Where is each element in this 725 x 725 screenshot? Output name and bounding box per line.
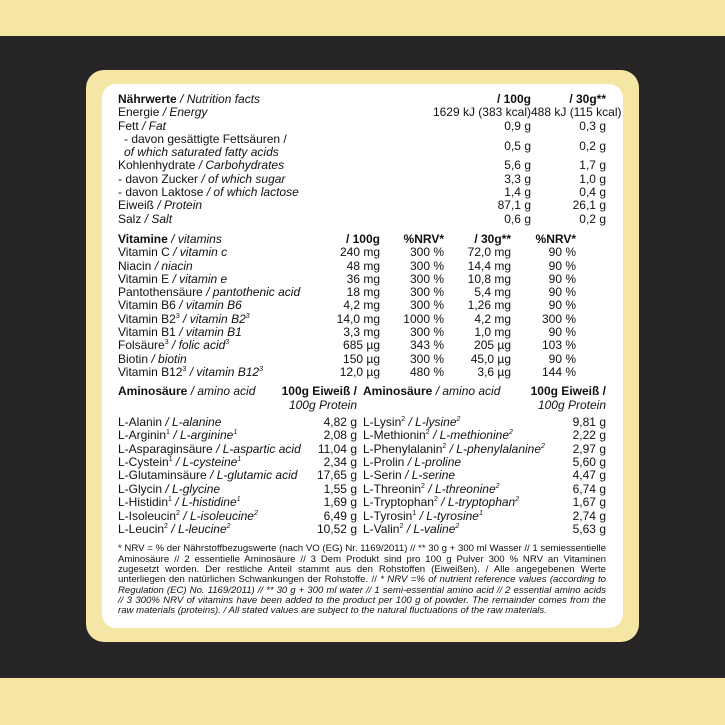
vitamin-label xyxy=(118,366,293,379)
top-cream-band xyxy=(0,0,725,36)
footnote-marker: 1 xyxy=(478,509,483,517)
nutrition-col-100g: / 100g xyxy=(496,92,531,106)
vitamin-name-en: / niacin xyxy=(151,258,193,273)
amino-row xyxy=(118,523,361,536)
nutrition-title: Nährwerte xyxy=(118,92,177,106)
amino-col-value-sub: 100g Protein xyxy=(537,397,606,412)
nrv-30g: 90 % xyxy=(548,285,576,300)
footnote xyxy=(118,544,606,616)
footnote-marker: 2 xyxy=(399,523,404,531)
amino-name-en: / L-isoleucine xyxy=(179,508,254,523)
value-30g: 72,0 mg xyxy=(467,245,511,260)
row-label-en: of which saturated fatty acids xyxy=(124,145,279,160)
amino-table xyxy=(118,385,606,536)
vitamin-row xyxy=(118,313,606,326)
amino-name: L-Leucin xyxy=(118,522,165,537)
amino-label xyxy=(118,510,258,523)
value-100g: 0,6 g xyxy=(504,211,531,226)
footnote-marker: 3 xyxy=(175,312,180,320)
row-label-en: / Carbohydrates xyxy=(195,158,285,173)
amino-row xyxy=(118,429,361,442)
footnote-de: * NRV = % der Nährstoffbezugswerte (nach VO (EG) Nr. 1169/2011) // ** 30 g + 300 ml Wasser // 1 semiessentielle Aminosäure // 2 essentielle Aminosäure // 3 Dem Produkt sind pro 100 g Pulver 300 % NRV an Vitaminen zugesetzt worden. Der restliche Anteil stammt aus den Rohstoffen (Eiweißen). / Alle angegebenen Werte unterliegen den natürlichen Schwankungen der Rohstoffe. // xyxy=(118,543,606,586)
nrv-100g: 300 % xyxy=(409,298,444,313)
amino-label xyxy=(118,416,221,429)
vitamin-name: Niacin xyxy=(118,258,152,273)
amino-row xyxy=(118,510,361,523)
nrv-100g: 480 % xyxy=(409,364,444,379)
amino-label xyxy=(363,469,455,482)
amino-value: 5,63 g xyxy=(572,522,606,537)
value-30g: 0,3 g xyxy=(579,118,606,133)
vitamin-row xyxy=(118,286,606,299)
value-30g: 488 kJ (115 kcal) xyxy=(531,105,622,120)
amino-name: L-Glutaminsäure xyxy=(118,468,207,483)
vitamin-label xyxy=(118,285,301,300)
footnote-marker: 3 xyxy=(245,312,250,320)
footnote-marker: 1 xyxy=(236,496,241,504)
amino-rows-right xyxy=(361,416,606,537)
value-100g: 1,4 g xyxy=(504,185,531,200)
amino-name: L-Glycin xyxy=(118,481,163,496)
vitamin-row xyxy=(118,299,606,312)
amino-name: L-Alanin xyxy=(118,414,163,429)
value-30g: 45,0 µg xyxy=(470,351,511,366)
nutrition-table xyxy=(118,92,622,226)
vitamin-row xyxy=(118,273,606,286)
amino-value: 1,69 g xyxy=(323,495,357,510)
row-label: Energie xyxy=(118,105,160,120)
footnote-marker: 2 xyxy=(176,509,180,517)
value-30g: 1,26 mg xyxy=(467,298,511,313)
amino-value: 1,55 g xyxy=(323,481,357,496)
amino-name-en: / L-tyrosine xyxy=(416,508,479,523)
value-100g: 685 µg xyxy=(343,338,380,353)
value-100g: 5,6 g xyxy=(504,158,531,173)
vitamin-name: Pantothensäure xyxy=(118,285,203,300)
nutrition-title-en: / Nutrition facts xyxy=(176,92,261,106)
amino-name: L-Valin xyxy=(363,522,400,537)
footnote-marker: 2 xyxy=(401,415,406,423)
vitamin-row xyxy=(118,366,606,379)
vitamin-label xyxy=(118,273,293,286)
amino-name: L-Isoleucin xyxy=(118,508,177,523)
row-label: - davon gesättigte Fettsäuren / xyxy=(124,131,287,146)
amino-name: L-Prolin xyxy=(363,455,405,470)
amino-label xyxy=(118,496,241,509)
amino-label xyxy=(118,483,220,496)
amino-name-en: / L-alanine xyxy=(162,414,222,429)
row-label-en: / of which lactose xyxy=(203,185,299,200)
amino-name: L-Threonin xyxy=(363,481,422,496)
nrv-100g: 300 % xyxy=(409,351,444,366)
amino-row xyxy=(361,456,606,469)
footnote-marker: 1 xyxy=(233,429,238,437)
amino-name: L-Tyrosin xyxy=(363,508,413,523)
vitamins-col-nrv-30g: %NRV* xyxy=(535,231,576,246)
vitamin-name-en: / vitamin c xyxy=(169,245,228,260)
footnote-marker: 2 xyxy=(442,442,447,450)
vitamin-name: Vitamin B2 xyxy=(118,311,176,326)
vitamin-name: Vitamin C xyxy=(118,245,170,260)
vitamin-name-en: / vitamin B12 xyxy=(186,364,260,379)
value-30g: 14,4 mg xyxy=(467,258,511,273)
nutrition-row-sugar xyxy=(118,173,606,186)
amino-name-en: / L-leucine xyxy=(167,522,227,537)
amino-row xyxy=(118,483,361,496)
amino-name-en: / L-glycine xyxy=(162,481,221,496)
vitamin-row xyxy=(118,339,606,352)
vitamin-row xyxy=(118,326,606,339)
footnote-marker: 3 xyxy=(259,365,263,373)
amino-name: L-Phenylalanin xyxy=(363,441,443,456)
nrv-30g: 90 % xyxy=(548,245,576,260)
row-label-en: / Energy xyxy=(159,105,208,120)
value-100g: 14,0 mg xyxy=(336,311,380,326)
value-30g: 1,7 g xyxy=(579,158,606,173)
value-30g: 205 µg xyxy=(474,338,511,353)
amino-name-en: / L-arginine xyxy=(169,428,234,443)
footnote-marker: 2 xyxy=(421,482,425,490)
amino-name: L-Asparaginsäure xyxy=(118,441,213,456)
footnote-marker: 2 xyxy=(253,509,258,517)
amino-name: L-Cystein xyxy=(118,455,169,470)
nrv-100g: 300 % xyxy=(409,258,444,273)
amino-name-en: / L-cysteine xyxy=(172,455,238,470)
row-label: Fett xyxy=(118,118,139,133)
value-100g: 3,3 g xyxy=(504,171,531,186)
amino-value: 6,74 g xyxy=(572,481,606,496)
footnote-marker: 1 xyxy=(168,496,172,504)
nutrition-header xyxy=(118,93,606,106)
amino-header-left xyxy=(118,385,361,398)
nrv-30g: 90 % xyxy=(548,271,576,286)
row-label-en: / Salt xyxy=(141,211,173,226)
value-30g: 1,0 g xyxy=(579,171,606,186)
nrv-100g: 300 % xyxy=(409,325,444,340)
bottom-cream-band xyxy=(0,678,725,725)
nutrition-label xyxy=(118,92,622,617)
vitamin-label xyxy=(118,260,293,273)
nrv-30g: 90 % xyxy=(548,258,576,273)
amino-label xyxy=(363,443,545,456)
footnote-marker: 3 xyxy=(182,365,187,373)
vitamin-name: Vitamin B12 xyxy=(118,364,183,379)
amino-name: L-Lysin xyxy=(363,414,402,429)
amino-value: 2,97 g xyxy=(572,441,606,456)
nrv-30g: 90 % xyxy=(548,325,576,340)
value-100g: 3,3 mg xyxy=(343,325,380,340)
vitamin-name: Folsäure xyxy=(118,338,165,353)
amino-title-en: / amino acid xyxy=(432,384,501,399)
vitamin-name-en: / vitamin e xyxy=(169,271,228,286)
amino-title-en: / amino acid xyxy=(187,384,256,399)
footnote-marker: 3 xyxy=(164,339,169,347)
nrv-100g: 1000 % xyxy=(403,311,444,326)
vitamin-label xyxy=(118,339,293,352)
row-label-en: / Fat xyxy=(138,118,167,133)
value-100g: 150 µg xyxy=(343,351,380,366)
nutrition-col-30g: / 30g** xyxy=(569,92,606,106)
nrv-30g: 90 % xyxy=(548,298,576,313)
amino-name-en: / L-tryptophan xyxy=(437,495,516,510)
amino-row xyxy=(361,429,606,442)
vitamins-col-nrv-100g: %NRV* xyxy=(403,231,444,246)
value-100g: 0,5 g xyxy=(504,138,531,153)
amino-rows-left xyxy=(118,416,361,537)
amino-col-value: 100g Eiweiß / xyxy=(530,384,606,399)
nrv-30g: 90 % xyxy=(548,351,576,366)
amino-column-right xyxy=(361,385,606,536)
value-30g: 0,2 g xyxy=(579,211,606,226)
amino-label xyxy=(363,456,461,469)
footnote-marker: 2 xyxy=(455,523,460,531)
vitamin-row xyxy=(118,260,606,273)
amino-label xyxy=(118,443,301,456)
amino-row xyxy=(118,496,361,509)
vitamins-col-30g: / 30g** xyxy=(474,231,511,246)
footnote-marker: 2 xyxy=(456,415,461,423)
vitamin-label xyxy=(118,353,293,366)
value-100g: 48 mg xyxy=(346,258,380,273)
value-100g: 87,1 g xyxy=(497,198,531,213)
amino-row xyxy=(361,416,606,429)
amino-row xyxy=(361,523,606,536)
nutrition-row-protein xyxy=(118,199,606,212)
footnote-marker: 2 xyxy=(164,523,168,531)
value-30g: 1,0 mg xyxy=(474,325,511,340)
value-100g: 36 mg xyxy=(346,271,380,286)
footnote-marker: 2 xyxy=(433,496,438,504)
value-30g: 4,2 mg xyxy=(474,311,511,326)
amino-value: 4,47 g xyxy=(572,468,606,483)
amino-row xyxy=(118,469,361,482)
value-100g: 4,2 mg xyxy=(343,298,380,313)
vitamins-title: Vitamine xyxy=(118,231,168,246)
footnote-marker: 2 xyxy=(495,482,500,490)
nutrition-row-fat xyxy=(118,120,606,133)
footnote-marker: 2 xyxy=(425,429,430,437)
footnote-en: * NRV =% of nutrient reference values (according to Regulation (EC) No. 1169/2011) // ** 30 g + 300 ml water // 1 semi-essential amino acid // 2 essential amino acids // 3 300% NRV of vitamins have been added to the product per 100 g of powder. The remainder comes from the raw materials (proteins). / All stated values are subject to the natural fluctuations of the raw materials. xyxy=(118,574,606,617)
vitamins-header xyxy=(118,233,606,246)
amino-row xyxy=(118,416,361,429)
row-label: - davon Laktose xyxy=(118,185,204,200)
amino-value: 5,60 g xyxy=(572,455,606,470)
amino-name-en: / L-phenylalanine xyxy=(446,441,542,456)
amino-row xyxy=(361,443,606,456)
amino-row xyxy=(118,443,361,456)
value-100g: 240 mg xyxy=(339,245,380,260)
amino-name-en: / L-threonine xyxy=(424,481,496,496)
vitamin-name-en: / vitamin B1 xyxy=(175,325,242,340)
amino-label xyxy=(363,523,459,536)
nrv-100g: 343 % xyxy=(409,338,444,353)
amino-label xyxy=(363,429,513,442)
amino-label xyxy=(363,483,500,496)
vitamin-row xyxy=(118,246,606,259)
amino-value: 11,04 g xyxy=(317,441,357,456)
vitamins-rows xyxy=(118,246,606,379)
amino-row xyxy=(361,510,606,523)
nrv-100g: 300 % xyxy=(409,271,444,286)
amino-label xyxy=(118,456,241,469)
vitamin-name: Vitamin B6 xyxy=(118,298,176,313)
footnote-marker: 1 xyxy=(168,456,173,464)
footnote-marker: 1 xyxy=(237,456,242,464)
footnote-marker: 1 xyxy=(412,509,417,517)
row-label: Kohlenhydrate xyxy=(118,158,196,173)
vitamin-name-en: / pantothenic acid xyxy=(202,285,301,300)
nrv-100g: 300 % xyxy=(409,245,444,260)
vitamin-name: Vitamin E xyxy=(118,271,170,286)
amino-name: L-Arginin xyxy=(118,428,167,443)
value-30g: 26,1 g xyxy=(572,198,606,213)
amino-value: 17,65 g xyxy=(316,468,357,483)
nutrition-row-saturated xyxy=(118,133,606,160)
amino-name-en: / L-valine xyxy=(403,522,456,537)
value-30g: 0,2 g xyxy=(579,138,606,153)
amino-label xyxy=(118,523,231,536)
value-30g: 10,8 mg xyxy=(467,271,511,286)
amino-name-en: / L-lysine xyxy=(405,414,457,429)
footnote-marker: 2 xyxy=(509,429,513,437)
value-100g: 12,0 µg xyxy=(339,364,380,379)
amino-col-value: 100g Eiweiß / xyxy=(281,384,357,399)
amino-value: 6,49 g xyxy=(323,508,357,523)
amino-value: 2,34 g xyxy=(323,455,357,470)
value-30g: 3,6 µg xyxy=(477,364,511,379)
amino-header-right xyxy=(361,385,606,398)
nutrition-row-carbs xyxy=(118,159,606,172)
vitamins-col-100g: / 100g xyxy=(345,231,380,246)
value-100g: 0,9 g xyxy=(504,118,531,133)
amino-value: 1,67 g xyxy=(572,495,606,510)
value-30g: 5,4 mg xyxy=(474,285,511,300)
amino-title: Aminosäure xyxy=(363,384,433,399)
amino-name-en: / L-aspartic acid xyxy=(212,441,301,456)
nrv-100g: 300 % xyxy=(409,285,444,300)
amino-label xyxy=(118,469,297,482)
vitamin-name: Vitamin B1 xyxy=(118,325,176,340)
footnote-marker: 1 xyxy=(166,429,170,437)
vitamin-name-en: / folic acid xyxy=(168,338,226,353)
amino-name-en: / L-proline xyxy=(404,455,462,470)
vitamin-name-en: / vitamin B2 xyxy=(179,311,246,326)
amino-name-en: / L-histidine xyxy=(171,495,237,510)
amino-name: L-Histidin xyxy=(118,495,169,510)
footnote-marker: 2 xyxy=(515,496,520,504)
amino-row xyxy=(361,483,606,496)
amino-name-en: / L-serine xyxy=(401,468,456,483)
amino-row xyxy=(361,469,606,482)
row-label-en: / of which sugar xyxy=(198,171,286,186)
amino-name-en: / L-glutamic acid xyxy=(206,468,298,483)
vitamin-row xyxy=(118,353,606,366)
footnote-marker: 2 xyxy=(226,523,231,531)
nrv-30g: 300 % xyxy=(541,311,576,326)
vitamin-label xyxy=(118,313,293,326)
vitamin-name-en: / vitamin B6 xyxy=(175,298,242,313)
nutrition-row-energy xyxy=(118,105,622,120)
nutrition-row-lactose xyxy=(118,186,606,199)
row-label: - davon Zucker xyxy=(118,171,199,186)
vitamin-label xyxy=(118,246,293,259)
amino-value: 9,81 g xyxy=(572,414,606,429)
amino-value: 2,08 g xyxy=(323,428,357,443)
amino-value: 2,22 g xyxy=(572,428,606,443)
value-30g: 0,4 g xyxy=(579,185,606,200)
amino-name: L-Methionin xyxy=(363,428,426,443)
nutrition-row-salt xyxy=(118,213,606,226)
footnote-marker: 2 xyxy=(541,442,545,450)
row-label: Eiweiß xyxy=(118,198,155,213)
amino-column-left xyxy=(118,385,361,536)
amino-value: 2,74 g xyxy=(572,508,606,523)
amino-name: L-Serin xyxy=(363,468,402,483)
amino-label xyxy=(118,429,237,442)
amino-row xyxy=(118,456,361,469)
vitamin-name: Biotin xyxy=(118,351,149,366)
amino-value: 10,52 g xyxy=(316,522,357,537)
vitamin-label xyxy=(118,326,293,339)
vitamin-label xyxy=(118,299,293,312)
vitamins-title-en: / vitamins xyxy=(167,231,222,246)
amino-name: L-Tryptophan xyxy=(363,495,434,510)
amino-label xyxy=(363,496,519,509)
nrv-30g: 144 % xyxy=(541,364,576,379)
amino-col-value-sub: 100g Protein xyxy=(288,397,357,412)
amino-title: Aminosäure xyxy=(118,384,188,399)
amino-label xyxy=(363,416,460,429)
footnote-marker: 3 xyxy=(225,339,230,347)
amino-label xyxy=(363,510,483,523)
value-100g: 18 mg xyxy=(346,285,380,300)
value-100g: 1629 kJ (383 kcal) xyxy=(432,105,531,120)
nrv-30g: 103 % xyxy=(541,338,576,353)
amino-row xyxy=(361,496,606,509)
row-label: Salz xyxy=(118,211,142,226)
amino-name-en: / L-methionine xyxy=(429,428,509,443)
row-label-en: / Protein xyxy=(154,198,203,213)
vitamins-table xyxy=(118,233,606,379)
vitamin-name-en: / biotin xyxy=(148,351,187,366)
amino-value: 4,82 g xyxy=(323,414,357,429)
